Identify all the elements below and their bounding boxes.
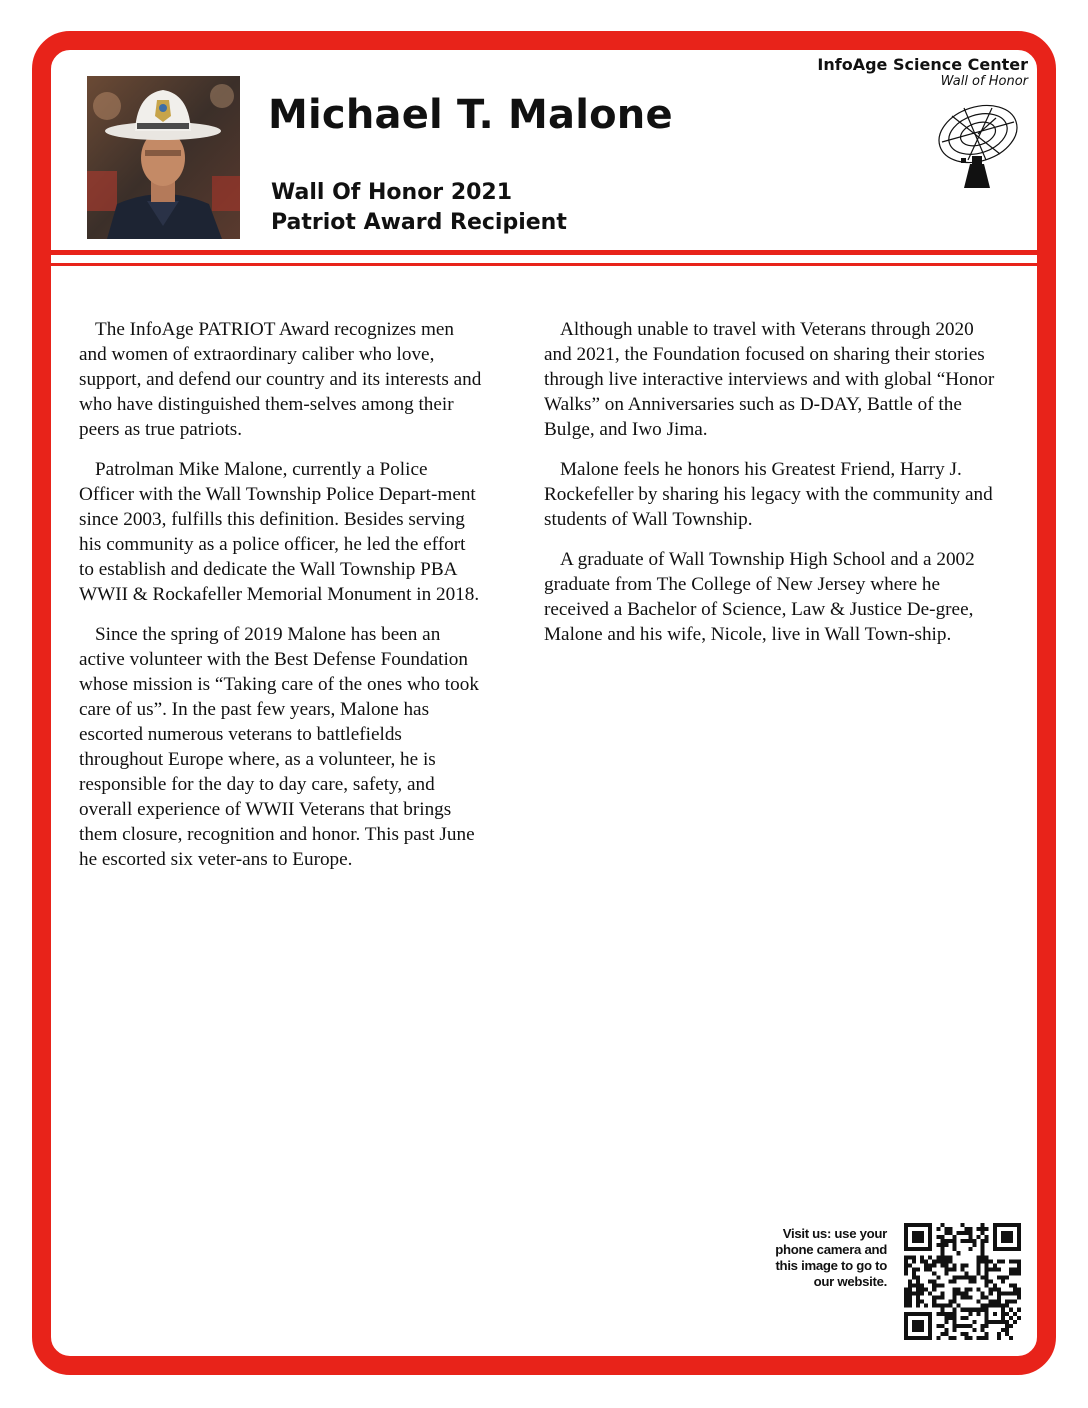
body-column-left [79,317,483,887]
header-rule-bottom [51,263,1037,266]
visit-instructions: Visit us: use your phone camera and this image to go to our website. [775,1226,887,1289]
paragraph: A graduate of Wall Township High School and a 2002 graduate from The College of New Jersey where he received a Bachelor of Science, Law & Justice De-gree, Malone and his wife, Nicole, live in Wall Town-ship. [544,549,975,645]
org-subtitle: Wall of Honor [940,74,1028,89]
paragraph: Patrolman Mike Malone, currently a Police Officer with the Wall Township Police Depart-ment since 2003, fulfills this definition. Besides serving his community as a police officer, he led the effort to establish and dedicate the Wall Township PBA WWII & Rockafeller Memorial Monument in 2018. [79,459,480,605]
org-header [817,55,1028,90]
portrait-photo [87,76,240,239]
paragraph: The InfoAge PATRIOT Award recognizes men and women of extraordinary caliber who love, support, and defend our country and its interests and who have distinguished them-selves among their peers as true patriots. [79,319,482,440]
qr-code[interactable] [904,1223,1021,1340]
body-column-right [544,317,1006,662]
org-name: InfoAge Science Center [817,55,1028,74]
header-rule-top [51,250,1037,255]
honoree-name: Michael T. Malone [268,92,673,138]
paragraph: Since the spring of 2019 Malone has been an active volunteer with the Best Defense Foundation whose mission is “Taking care of the ones who took care of us”. In the past few years, Malone has escorted numerous veterans to battlefields throughout Europe where, as a volunteer, he is responsible for the day to day care, safety, and overall experience of WWII Veterans that brings them closure, recognition and honor. This past June he escorted six veter-ans to Europe. [79,624,479,870]
paragraph: Malone feels he honors his Greatest Friend, Harry J. Rockefeller by sharing his legacy with the community and students of Wall Township. [544,459,993,530]
satellite-dish-icon [934,98,1020,190]
award-year: Wall Of Honor 2021 [271,180,513,205]
paragraph: Although unable to travel with Veterans through 2020 and 2021, the Foundation focused on sharing their stories through live interactive interviews and with global “Honor Walks” on Anniversaries such as D-DAY, Battle of the Bulge, and Iwo Jima. [544,319,995,440]
award-subtitle [271,178,567,238]
award-title: Patriot Award Recipient [271,210,567,235]
